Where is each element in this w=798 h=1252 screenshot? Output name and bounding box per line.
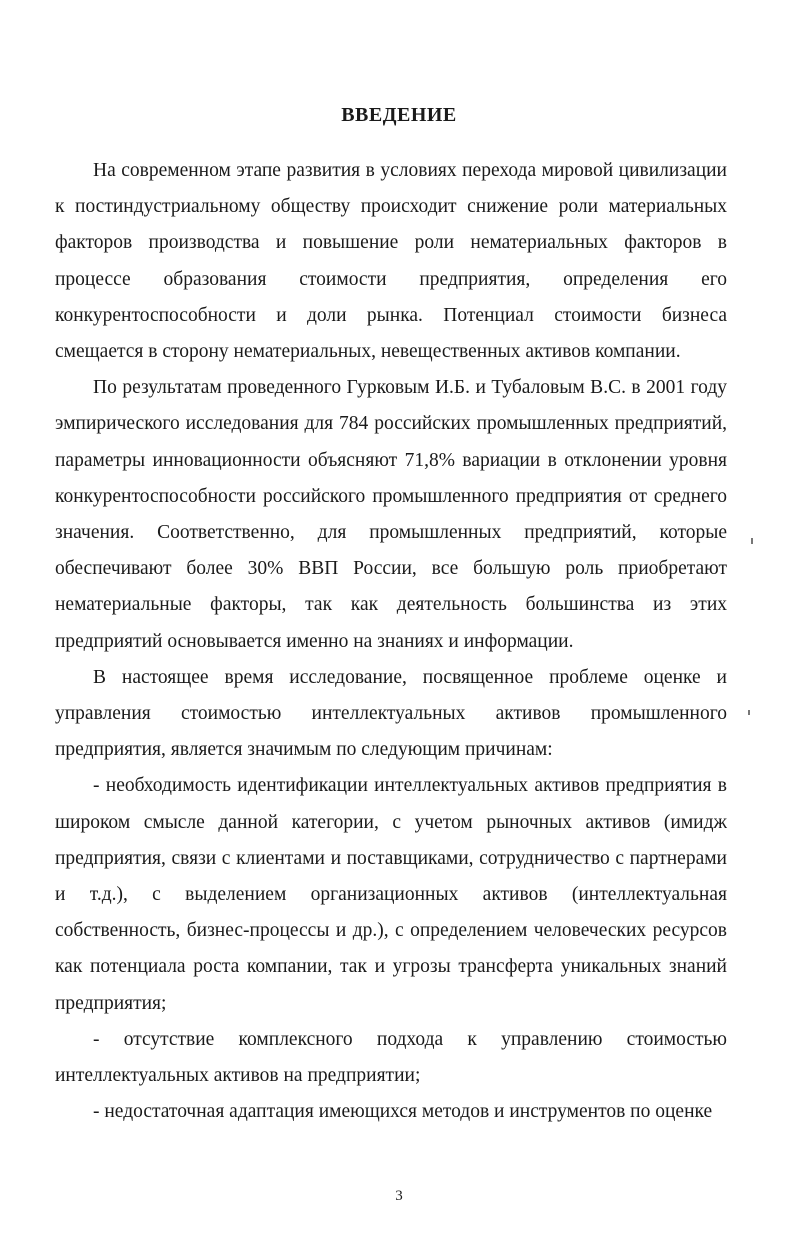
page-number: 3	[395, 1188, 403, 1204]
paragraph-1: На современном этапе развития в условиях перехода мировой цивилизации к постиндустриальному обществу происходит снижение роли материальных факторов производства и повышение роли нематериальных факторов в процессе образования стоимости предприятия, определения его конкурентоспособности и доли рынка. Потенциал стоимости бизнеса смещается в сторону нематериальных, невещественных активов компании.	[55, 160, 727, 363]
paragraph-3: В настоящее время исследование, посвященное проблеме оценке и управления стоимостью интеллектуальных активов промышленного предприятия, является значимым по следующим причинам:	[55, 666, 727, 761]
paragraph-2: По результатам проведенного Гурковым И.Б. и Тубаловым В.С. в 2001 году эмпирического исследования для 784 российских промышленных предприятий, параметры инновационности объясняют 71,8% вариации в отклонении уровня конкурентоспособности российского промышленного предприятия от среднего значения. Соответственно, для промышленных предприятий, которые обеспечивают более 30% ВВП России, все большую роль приобретают нематериальные факторы, так как деятельность большинства из этих предприятий основывается именно на знаниях и информации.	[55, 377, 727, 652]
list-item-3: - недостаточная адаптация имеющихся методов и инструментов по оценке	[93, 1101, 713, 1123]
scan-artifact	[748, 710, 750, 715]
list-item-1: - необходимость идентификации интеллектуальных активов предприятия в широком смысле данной категории, с учетом рыночных активов (имидж предприятия, связи с клиентами и поставщиками, сотрудничество с партнерами и т.д.), с выделением организационных активов (интеллектуальная собственность, бизнес-процессы и др.), с определением человеческих ресурсов как потенциала роста компании, так и угрозы трансферта уникальных знаний предприятия;	[55, 775, 727, 1014]
list-item-2: - отсутствие комплексного подхода к управлению стоимостью интеллектуальных активов на предприятии;	[55, 1028, 727, 1087]
page-title: ВВЕДЕНИЕ	[341, 104, 457, 126]
body-text	[55, 153, 727, 1130]
scan-artifact	[751, 538, 753, 544]
